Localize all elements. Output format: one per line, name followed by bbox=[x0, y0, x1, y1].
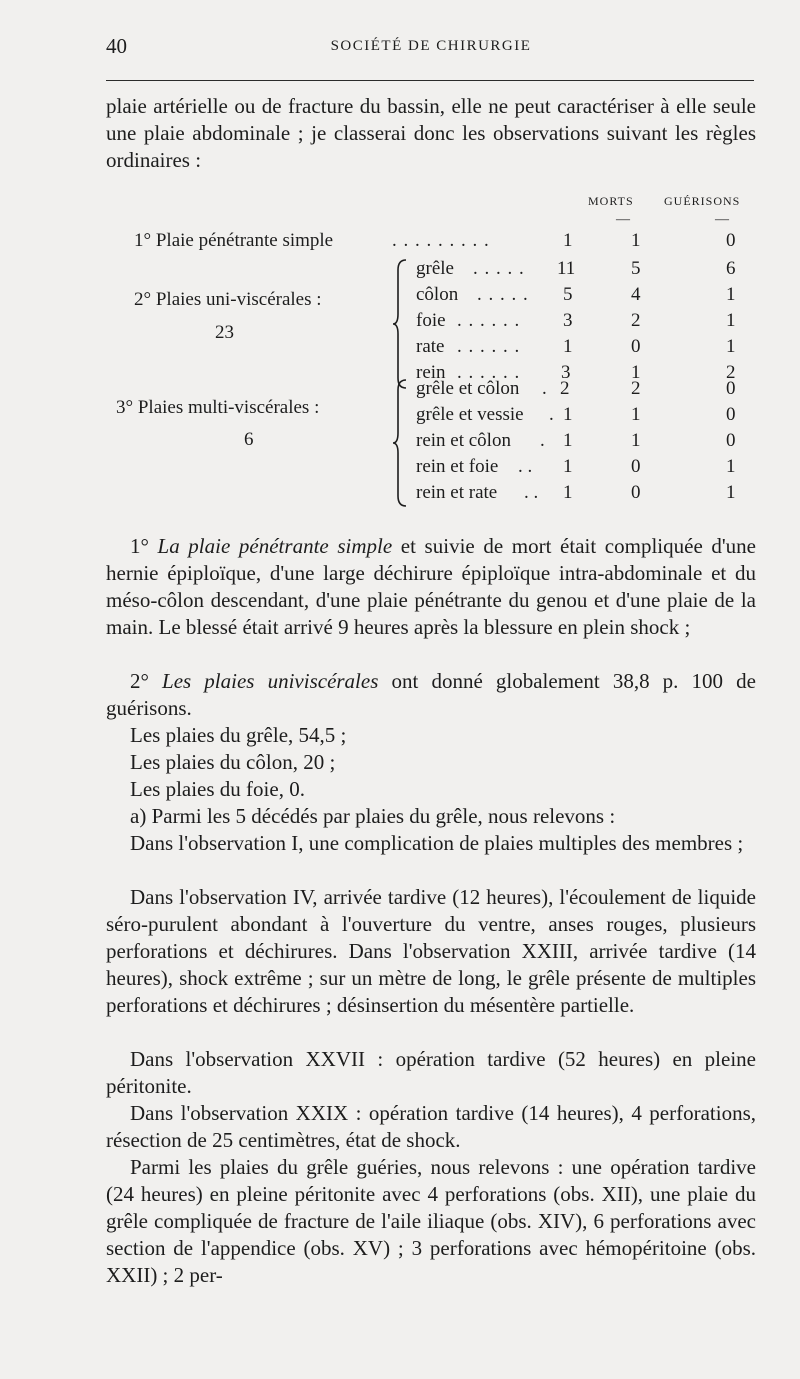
leader-dots: . . bbox=[518, 456, 533, 477]
cell-label: côlon bbox=[416, 284, 459, 305]
cell-total: 3 bbox=[563, 310, 573, 331]
cell-total: 1 bbox=[563, 456, 573, 477]
leader-dots: . . . . . bbox=[477, 284, 529, 305]
cell-label: rein bbox=[416, 362, 446, 383]
paragraph-number: 2° bbox=[130, 669, 163, 693]
paragraph: Dans l'observation I, une complication de plaies multiples des membres ; bbox=[130, 831, 744, 855]
cell-cures: 0 bbox=[726, 230, 736, 251]
cell-cures: 1 bbox=[726, 310, 736, 331]
header-cures: GUÉRISONS bbox=[664, 194, 741, 208]
group-label: 3° Plaies multi-viscérales : bbox=[116, 397, 320, 418]
running-title: SOCIÉTÉ DE CHIRURGIE bbox=[330, 38, 532, 54]
cell-cures: 2 bbox=[726, 362, 736, 383]
table-row bbox=[0, 404, 800, 430]
cell-label: foie bbox=[416, 310, 446, 331]
paragraph: Les plaies du foie, 0. bbox=[130, 777, 305, 801]
leader-dots: . . . . . . bbox=[457, 310, 521, 331]
paragraph bbox=[106, 533, 756, 641]
cell-label: rein et foie bbox=[416, 456, 499, 477]
cell-deaths: 1 bbox=[631, 430, 641, 451]
cell-cures: 6 bbox=[726, 258, 736, 279]
cell-cures: 1 bbox=[726, 336, 736, 357]
cell-deaths: 1 bbox=[631, 230, 641, 251]
leader-dots: . . . . . bbox=[473, 258, 525, 279]
leader-dots: . . . . . . . . . bbox=[392, 230, 490, 251]
table-row bbox=[0, 310, 800, 336]
cell-total: 1 bbox=[563, 482, 573, 503]
cell-label: rate bbox=[416, 336, 445, 357]
leader-dots: . bbox=[542, 378, 547, 399]
table-row bbox=[0, 378, 800, 404]
table-row bbox=[0, 456, 800, 482]
header-deaths: MORTS bbox=[588, 194, 634, 208]
header-dash: — bbox=[715, 212, 729, 227]
cell-label: grêle bbox=[416, 258, 454, 279]
paragraph: Dans l'observation IV, arrivée tardive (12 heures), l'écoulement de liquide séro-purulent abondant à l'ouverture du ventre, anses rouges, plusieurs perforations et déchirures. Dans l'observation XXIII, arrivée tardive (14 heures), shock extrême ; sur un mètre de long, le grêle présente de multiples perforations et déchirures ; désinsertion du mésentère partielle. bbox=[106, 885, 756, 1017]
cell-cures: 1 bbox=[726, 456, 736, 477]
cell-deaths: 1 bbox=[631, 404, 641, 425]
cell-total: 1 bbox=[563, 336, 573, 357]
table-row bbox=[0, 430, 800, 456]
page-header bbox=[106, 34, 756, 64]
cell-deaths: 0 bbox=[631, 456, 641, 477]
table-row bbox=[0, 482, 800, 508]
leader-dots: . bbox=[549, 404, 554, 425]
cell-total: 3 bbox=[561, 362, 571, 383]
cell-deaths: 0 bbox=[631, 336, 641, 357]
leader-dots: . . bbox=[524, 482, 539, 503]
cell-label: grêle et côlon bbox=[416, 378, 520, 399]
cell-total: 5 bbox=[563, 284, 573, 305]
leader-dots: . . . . . . bbox=[457, 336, 521, 357]
paragraph-text: ont donné globalement 38,8 p. 100 de guérisons. bbox=[106, 669, 756, 720]
cell-cures: 0 bbox=[726, 430, 736, 451]
cell-deaths: 2 bbox=[631, 378, 641, 399]
paragraph: Dans l'observation XXIX : opération tardive (14 heures), 4 perforations, résection de 25 centimètres, état de shock. bbox=[106, 1101, 756, 1152]
cell-cures: 0 bbox=[726, 378, 736, 399]
table-row bbox=[0, 284, 800, 310]
paragraph: Parmi les plaies du grêle guéries, nous relevons : une opération tardive (24 heures) en pleine péritonite avec 4 perforations (obs. XII), une plaie du grêle compliquée de fracture de l'aile iliaque (obs. XIV), 6 perforations avec section de l'appendice (obs. XV) ; 3 perforations avec hémopéritoine (obs. XXII) ; 2 per- bbox=[106, 1155, 756, 1287]
header-dash: — bbox=[616, 212, 630, 227]
cell-cures: 1 bbox=[726, 284, 736, 305]
cell-total: 1 bbox=[563, 230, 573, 251]
leader-dots: . bbox=[540, 430, 545, 451]
table-row bbox=[0, 336, 800, 362]
header-rule bbox=[106, 80, 754, 81]
paragraph: Les plaies du côlon, 20 ; bbox=[130, 750, 336, 774]
paragraph: Dans l'observation XXVII : opération tardive (52 heures) en pleine péritonite. bbox=[106, 1047, 756, 1098]
cell-label: grêle et vessie bbox=[416, 404, 524, 425]
table-row bbox=[0, 230, 800, 256]
group-label: 1° Plaie pénétrante simple bbox=[134, 230, 334, 251]
emphasis-text: La plaie pénétrante simple bbox=[157, 534, 393, 558]
paragraph: Les plaies du grêle, 54,5 ; bbox=[130, 723, 347, 747]
emphasis-text: Les plaies univiscérales bbox=[162, 669, 379, 693]
paragraph bbox=[106, 668, 756, 722]
cell-deaths: 1 bbox=[631, 362, 641, 383]
cell-total: 1 bbox=[563, 430, 573, 451]
cell-deaths: 5 bbox=[631, 258, 641, 279]
cell-total: 11 bbox=[557, 258, 576, 279]
leader-dots: . . . . . . bbox=[457, 362, 521, 383]
table-row bbox=[0, 258, 800, 284]
cell-cures: 1 bbox=[726, 482, 736, 503]
cell-cures: 0 bbox=[726, 404, 736, 425]
cell-label: rein et côlon bbox=[416, 430, 511, 451]
group-count: 6 bbox=[244, 429, 254, 450]
intro-paragraph: plaie artérielle ou de fracture du bassin, elle ne peut caractériser à elle seule une plaie abdominale ; je classerai donc les observations suivant les règles ordinaires : bbox=[106, 94, 756, 172]
group-count: 23 bbox=[215, 322, 234, 343]
cell-deaths: 4 bbox=[631, 284, 641, 305]
cell-total: 2 bbox=[560, 378, 570, 399]
cell-deaths: 2 bbox=[631, 310, 641, 331]
cell-deaths: 0 bbox=[631, 482, 641, 503]
cell-total: 1 bbox=[563, 404, 573, 425]
paragraph-number: 1° bbox=[130, 534, 158, 558]
page-number: 40 bbox=[106, 34, 127, 58]
cell-label: rein et rate bbox=[416, 482, 498, 503]
paragraph-text: et suivie de mort était compliquée d'une hernie épiploïque, d'une large déchirure épiploïque intra-abdominale et du méso-côlon descendant, d'une plaie pénétrante du genou et d'une plaie de la main. Le blessé était arrivé 9 heures après la blessure en plein shock ; bbox=[106, 534, 756, 639]
group-label: 2° Plaies uni-viscérales : bbox=[134, 289, 322, 310]
paragraph: a) Parmi les 5 décédés par plaies du grêle, nous relevons : bbox=[130, 804, 616, 828]
